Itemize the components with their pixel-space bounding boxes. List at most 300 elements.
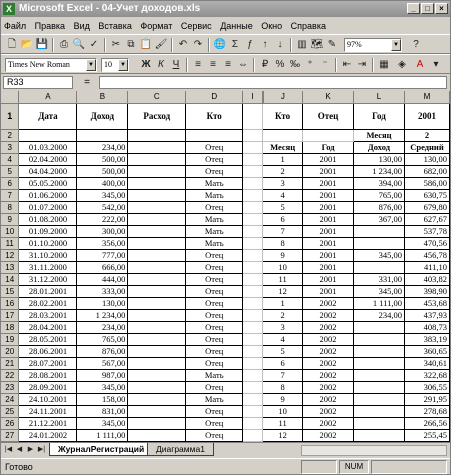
redo-icon[interactable]: ↷ xyxy=(193,39,203,50)
equals-icon[interactable]: = xyxy=(84,77,90,88)
cell[interactable]: 28.06.2001 xyxy=(19,345,77,357)
cell[interactable]: 130,00 xyxy=(77,297,128,309)
cell[interactable]: 2001 xyxy=(303,285,354,297)
cell[interactable]: 28.03.2001 xyxy=(19,309,77,321)
cell[interactable] xyxy=(243,189,263,201)
cell[interactable]: Отец xyxy=(186,345,243,357)
cell[interactable]: 627,67 xyxy=(404,213,449,225)
cell[interactable] xyxy=(243,261,263,273)
cell[interactable]: 345,00 xyxy=(354,249,405,261)
cell[interactable]: 31.10.2000 xyxy=(19,249,77,261)
cell[interactable]: 11 xyxy=(263,417,303,429)
cell[interactable]: 10 xyxy=(263,261,303,273)
row-header[interactable]: 14 xyxy=(1,273,19,285)
cell[interactable]: 1 234,00 xyxy=(354,165,405,177)
cell[interactable]: 1 111,00 xyxy=(77,429,128,441)
cell[interactable]: 333,00 xyxy=(77,285,128,297)
cell[interactable]: 345,00 xyxy=(354,285,405,297)
cell[interactable]: 2002 xyxy=(303,393,354,405)
cell[interactable]: 1 xyxy=(263,153,303,165)
cell[interactable]: 8 xyxy=(263,381,303,393)
cell[interactable]: 765,00 xyxy=(354,189,405,201)
cell[interactable]: 987,00 xyxy=(77,369,128,381)
cell[interactable]: 21.12.2001 xyxy=(19,417,77,429)
cell[interactable]: 9 xyxy=(263,393,303,405)
cell[interactable]: Отец xyxy=(186,309,243,321)
cell[interactable] xyxy=(128,129,186,141)
cell[interactable]: 5 xyxy=(263,201,303,213)
row-header[interactable]: 15 xyxy=(1,285,19,297)
cell[interactable]: 24.11.2001 xyxy=(19,405,77,417)
header-cell[interactable]: 2001 xyxy=(404,103,449,129)
paste-icon[interactable]: 📋 xyxy=(139,39,153,50)
cell[interactable] xyxy=(128,153,186,165)
cell[interactable] xyxy=(243,297,263,309)
cell[interactable]: Отец xyxy=(186,165,243,177)
cell[interactable]: 2002 xyxy=(303,297,354,309)
menu-help[interactable]: Справка xyxy=(290,21,326,31)
hyperlink-icon[interactable]: 🌐 xyxy=(213,39,227,50)
cell[interactable] xyxy=(128,213,186,225)
cell[interactable]: Отец xyxy=(186,249,243,261)
menu-data[interactable]: Данные xyxy=(220,21,253,31)
menu-tools[interactable]: Сервис xyxy=(180,21,212,31)
menu-view[interactable]: Вид xyxy=(73,21,90,31)
cell[interactable]: 356,00 xyxy=(77,237,128,249)
cell[interactable]: 278,68 xyxy=(404,405,449,417)
row-header[interactable]: 6 xyxy=(1,177,19,189)
row-header[interactable]: 16 xyxy=(1,297,19,309)
cell[interactable]: 398,90 xyxy=(404,285,449,297)
cell[interactable] xyxy=(354,357,405,369)
cell[interactable]: 8 xyxy=(263,237,303,249)
row-header[interactable]: 21 xyxy=(1,357,19,369)
cell[interactable] xyxy=(243,381,263,393)
cell[interactable]: 586,00 xyxy=(404,177,449,189)
cell[interactable]: 4 xyxy=(263,333,303,345)
worksheet[interactable] xyxy=(1,91,450,442)
help-icon[interactable]: ? xyxy=(413,39,419,50)
cell[interactable]: 01.09.2000 xyxy=(19,225,77,237)
row-header[interactable]: 24 xyxy=(1,393,19,405)
cell[interactable]: 777,00 xyxy=(77,249,128,261)
cell[interactable] xyxy=(128,273,186,285)
cell[interactable]: 831,00 xyxy=(77,405,128,417)
header-cell[interactable]: Дата xyxy=(19,103,77,129)
cell[interactable]: 2001 xyxy=(303,153,354,165)
cell[interactable]: 4 xyxy=(263,189,303,201)
cell[interactable]: 470,56 xyxy=(404,237,449,249)
increase-decimal-icon[interactable]: ⁺ xyxy=(307,59,313,70)
cell[interactable]: Отец xyxy=(186,333,243,345)
cell[interactable]: 28.09.2001 xyxy=(19,381,77,393)
cell[interactable]: 234,00 xyxy=(77,141,128,153)
row-header[interactable]: 4 xyxy=(1,153,19,165)
undo-icon[interactable]: ↶ xyxy=(178,39,188,50)
cell[interactable] xyxy=(128,381,186,393)
menu-edit[interactable]: Правка xyxy=(34,21,66,31)
cell[interactable]: Отец xyxy=(186,405,243,417)
row-header[interactable]: 11 xyxy=(1,237,19,249)
cell[interactable]: Отец xyxy=(186,297,243,309)
cell[interactable]: 456,78 xyxy=(404,249,449,261)
row-header[interactable]: 9 xyxy=(1,213,19,225)
cell[interactable]: Отец xyxy=(186,381,243,393)
align-center-icon[interactable]: ≡ xyxy=(210,59,216,70)
cell[interactable]: Мать xyxy=(186,237,243,249)
row-header[interactable]: 23 xyxy=(1,381,19,393)
row-header[interactable]: 20 xyxy=(1,345,19,357)
cell[interactable] xyxy=(243,103,263,129)
cell[interactable]: 444,00 xyxy=(77,273,128,285)
cell[interactable]: 6 xyxy=(263,357,303,369)
open-folder-icon[interactable]: 📂 xyxy=(20,39,34,50)
cell[interactable]: 31.11.2000 xyxy=(19,261,77,273)
cell[interactable]: 2001 xyxy=(303,213,354,225)
cell[interactable]: 394,00 xyxy=(354,177,405,189)
cell[interactable]: 3 xyxy=(263,321,303,333)
first-sheet-icon[interactable]: |◀ xyxy=(4,446,13,453)
cell[interactable]: 3 xyxy=(263,177,303,189)
cell[interactable]: Месяц xyxy=(263,141,303,153)
cell[interactable]: 28.07.2001 xyxy=(19,357,77,369)
cell[interactable] xyxy=(354,393,405,405)
underline-icon[interactable]: Ч xyxy=(172,59,180,70)
cell[interactable]: 360,65 xyxy=(404,345,449,357)
cell[interactable] xyxy=(128,177,186,189)
cell[interactable]: 6 xyxy=(263,213,303,225)
cell[interactable] xyxy=(243,309,263,321)
cell[interactable]: 28.05.2001 xyxy=(19,333,77,345)
cell[interactable]: Отец xyxy=(186,357,243,369)
cell[interactable]: 630,75 xyxy=(404,189,449,201)
tab-chart[interactable]: Диаграмма1 xyxy=(147,443,214,456)
chevron-down-icon[interactable]: ▼ xyxy=(86,59,96,71)
column-header[interactable]: A xyxy=(19,91,77,103)
italic-icon[interactable]: К xyxy=(158,59,164,70)
cell[interactable] xyxy=(354,261,405,273)
cell[interactable]: 2002 xyxy=(303,405,354,417)
borders-icon[interactable]: ▦ xyxy=(379,59,389,70)
format-painter-icon[interactable]: 🖌 xyxy=(154,39,168,50)
cell[interactable]: 2002 xyxy=(303,369,354,381)
cell[interactable]: 437,93 xyxy=(404,309,449,321)
sort-ascending-icon[interactable]: ↑ xyxy=(262,39,268,50)
cell[interactable] xyxy=(243,333,263,345)
header-cell[interactable]: Кто xyxy=(186,103,243,129)
row-header[interactable]: 8 xyxy=(1,201,19,213)
cell[interactable]: Год xyxy=(303,141,354,153)
chart-wizard-icon[interactable]: ▥ xyxy=(297,39,307,50)
cell[interactable] xyxy=(128,225,186,237)
column-header[interactable]: B xyxy=(77,91,128,103)
cell[interactable]: 679,80 xyxy=(404,201,449,213)
cell[interactable]: 02.04.2000 xyxy=(19,153,77,165)
cell[interactable]: 222,00 xyxy=(77,213,128,225)
cell[interactable] xyxy=(243,285,263,297)
row-header[interactable]: 26 xyxy=(1,417,19,429)
cell[interactable] xyxy=(128,417,186,429)
cell[interactable]: 876,00 xyxy=(77,345,128,357)
cell[interactable]: Отец xyxy=(186,273,243,285)
cell[interactable] xyxy=(354,237,405,249)
cell[interactable]: 9 xyxy=(263,249,303,261)
cell[interactable]: Мать xyxy=(186,369,243,381)
cell[interactable]: 158,00 xyxy=(77,393,128,405)
cell[interactable]: 2001 xyxy=(303,261,354,273)
cell[interactable]: 331,00 xyxy=(354,273,405,285)
cell[interactable] xyxy=(128,429,186,441)
cell[interactable]: 04.04.2000 xyxy=(19,165,77,177)
cell[interactable] xyxy=(354,369,405,381)
bold-icon[interactable]: Ж xyxy=(141,59,151,70)
cell[interactable]: 2001 xyxy=(303,237,354,249)
cell[interactable]: 500,00 xyxy=(77,165,128,177)
cell[interactable]: 345,00 xyxy=(77,189,128,201)
cell[interactable] xyxy=(128,249,186,261)
print-icon[interactable]: ⎙ xyxy=(60,39,68,50)
cell[interactable]: 367,00 xyxy=(354,213,405,225)
font-color-icon[interactable]: A xyxy=(416,59,424,70)
cell[interactable]: 01.10.2000 xyxy=(19,237,77,249)
cell[interactable]: 2002 xyxy=(303,381,354,393)
cell[interactable]: 2002 xyxy=(303,417,354,429)
chevron-down-icon[interactable]: ▼ xyxy=(391,39,401,51)
spelling-icon[interactable]: ✓ xyxy=(89,39,99,50)
align-left-icon[interactable]: ≡ xyxy=(195,59,201,70)
cell[interactable]: 12 xyxy=(263,285,303,297)
cell[interactable]: 876,00 xyxy=(354,201,405,213)
row-header[interactable]: 10 xyxy=(1,225,19,237)
cell[interactable]: 01.03.2000 xyxy=(19,141,77,153)
print-preview-icon[interactable]: 🔍 xyxy=(72,39,86,50)
cell[interactable] xyxy=(243,165,263,177)
cell[interactable]: Месяц xyxy=(354,129,405,141)
cell[interactable] xyxy=(243,273,263,285)
cell[interactable]: Мать xyxy=(186,177,243,189)
cell[interactable] xyxy=(128,369,186,381)
cell[interactable] xyxy=(128,393,186,405)
cell[interactable]: Отец xyxy=(186,201,243,213)
cell[interactable]: 2002 xyxy=(303,357,354,369)
header-cell[interactable]: Отец xyxy=(303,103,354,129)
close-button[interactable]: × xyxy=(435,3,448,14)
cell[interactable]: Средний xyxy=(404,141,449,153)
header-cell[interactable]: Кто xyxy=(263,103,303,129)
column-header[interactable]: M xyxy=(404,91,449,103)
cell[interactable]: 2002 xyxy=(303,309,354,321)
cell[interactable]: Отец xyxy=(186,429,243,441)
cell[interactable]: 666,00 xyxy=(77,261,128,273)
cell[interactable] xyxy=(128,357,186,369)
cell[interactable]: 130,00 xyxy=(354,153,405,165)
save-icon[interactable]: 💾 xyxy=(35,39,49,50)
increase-indent-icon[interactable]: ⇥ xyxy=(357,59,367,70)
cell[interactable]: 7 xyxy=(263,225,303,237)
cell[interactable]: 2 xyxy=(263,309,303,321)
row-header[interactable]: 3 xyxy=(1,141,19,153)
cell[interactable]: 291,95 xyxy=(404,393,449,405)
cell[interactable]: 24.10.2001 xyxy=(19,393,77,405)
column-header[interactable]: I xyxy=(243,91,263,103)
cell[interactable]: 2002 xyxy=(303,429,354,441)
cell[interactable]: Мать xyxy=(186,213,243,225)
cell[interactable]: 2001 xyxy=(303,177,354,189)
cell[interactable]: Отец xyxy=(186,417,243,429)
cell[interactable] xyxy=(243,429,263,441)
cell[interactable]: Мать xyxy=(186,225,243,237)
select-all-corner[interactable] xyxy=(1,91,19,103)
cell[interactable]: 5 xyxy=(263,345,303,357)
cell[interactable] xyxy=(243,417,263,429)
cell[interactable]: 2001 xyxy=(303,249,354,261)
sort-descending-icon[interactable]: ↓ xyxy=(277,39,283,50)
cell[interactable]: 2002 xyxy=(303,321,354,333)
font-combo[interactable] xyxy=(5,58,97,72)
cell[interactable]: 453,68 xyxy=(404,297,449,309)
cell[interactable] xyxy=(243,405,263,417)
cell[interactable] xyxy=(19,129,77,141)
column-header[interactable]: D xyxy=(186,91,243,103)
align-right-icon[interactable]: ≡ xyxy=(225,59,231,70)
header-cell[interactable]: Расход xyxy=(128,103,186,129)
cell[interactable]: 2001 xyxy=(303,165,354,177)
column-header[interactable]: J xyxy=(263,91,303,103)
cell[interactable]: 01.06.2000 xyxy=(19,189,77,201)
cell[interactable]: 400,00 xyxy=(77,177,128,189)
cell[interactable] xyxy=(243,369,263,381)
row-header[interactable]: 1 xyxy=(1,103,19,129)
cell[interactable]: 537,78 xyxy=(404,225,449,237)
menu-insert[interactable]: Вставка xyxy=(98,21,132,31)
chevron-down-icon[interactable]: ▾ xyxy=(433,59,439,70)
cell[interactable]: 266,56 xyxy=(404,417,449,429)
prev-sheet-icon[interactable]: ◀ xyxy=(16,446,23,453)
cell[interactable] xyxy=(243,249,263,261)
cell[interactable]: 2 xyxy=(263,165,303,177)
cell[interactable]: 31.12.2000 xyxy=(19,273,77,285)
chevron-down-icon[interactable]: ▼ xyxy=(118,59,128,71)
cell[interactable]: 567,00 xyxy=(77,357,128,369)
cell[interactable] xyxy=(243,393,263,405)
cell[interactable]: Отец xyxy=(186,153,243,165)
cell[interactable]: 2 xyxy=(404,129,449,141)
cell[interactable]: 411,10 xyxy=(404,261,449,273)
cell[interactable] xyxy=(77,129,128,141)
cell[interactable] xyxy=(128,189,186,201)
cell[interactable] xyxy=(354,417,405,429)
cell[interactable]: 1 111,00 xyxy=(354,297,405,309)
cell[interactable]: 322,68 xyxy=(404,369,449,381)
cell[interactable] xyxy=(128,345,186,357)
cell[interactable]: 300,00 xyxy=(77,225,128,237)
cell[interactable]: 234,00 xyxy=(354,309,405,321)
cell[interactable]: 306,55 xyxy=(404,381,449,393)
drawing-icon[interactable]: ✎ xyxy=(327,39,337,50)
cell[interactable]: 542,00 xyxy=(77,201,128,213)
cell[interactable] xyxy=(128,237,186,249)
next-sheet-icon[interactable]: ▶ xyxy=(27,446,34,453)
cell[interactable]: 403,82 xyxy=(404,273,449,285)
row-header[interactable]: 22 xyxy=(1,369,19,381)
map-icon[interactable]: 🗺 xyxy=(310,39,324,50)
cell[interactable] xyxy=(243,225,263,237)
cell[interactable]: 7 xyxy=(263,369,303,381)
fill-color-icon[interactable]: ◈ xyxy=(398,59,406,70)
cell[interactable] xyxy=(354,345,405,357)
row-header[interactable]: 2 xyxy=(1,129,19,141)
decrease-decimal-icon[interactable]: ⁻ xyxy=(322,59,328,70)
cut-icon[interactable]: ✂ xyxy=(111,39,121,50)
row-header[interactable]: 19 xyxy=(1,333,19,345)
autosum-icon[interactable]: Σ xyxy=(231,39,239,50)
cell[interactable] xyxy=(128,261,186,273)
zoom-combo[interactable] xyxy=(344,38,402,52)
decrease-indent-icon[interactable]: ⇤ xyxy=(342,59,352,70)
cell[interactable]: 28.04.2001 xyxy=(19,321,77,333)
minimize-button[interactable]: _ xyxy=(407,3,420,14)
menu-file[interactable]: Файл xyxy=(4,21,27,31)
new-file-icon[interactable]: 🗋 xyxy=(7,39,17,50)
row-header[interactable]: 7 xyxy=(1,189,19,201)
maximize-button[interactable]: □ xyxy=(421,3,434,14)
row-header[interactable]: 18 xyxy=(1,321,19,333)
cell[interactable]: 500,00 xyxy=(77,153,128,165)
horizontal-scrollbar[interactable] xyxy=(301,445,447,456)
cell[interactable]: 383,19 xyxy=(404,333,449,345)
cell[interactable]: 130,00 xyxy=(404,153,449,165)
cell[interactable] xyxy=(128,309,186,321)
row-header[interactable]: 27 xyxy=(1,429,19,441)
cell[interactable] xyxy=(128,285,186,297)
copy-icon[interactable]: ⧉ xyxy=(127,39,135,50)
header-cell[interactable]: Год xyxy=(354,103,405,129)
function-icon[interactable]: ƒ xyxy=(247,39,253,50)
row-header[interactable]: 25 xyxy=(1,405,19,417)
cell[interactable]: 408,73 xyxy=(404,321,449,333)
cell[interactable]: Доход xyxy=(354,141,405,153)
cell[interactable] xyxy=(354,429,405,441)
cell[interactable] xyxy=(243,129,263,141)
row-header[interactable]: 17 xyxy=(1,309,19,321)
tab-journal[interactable]: ЖурналРегистраций xyxy=(49,443,153,456)
column-header[interactable]: C xyxy=(128,91,186,103)
row-header[interactable]: 13 xyxy=(1,261,19,273)
header-cell[interactable]: Доход xyxy=(77,103,128,129)
cell[interactable] xyxy=(128,405,186,417)
cell[interactable]: 2001 xyxy=(303,189,354,201)
cell[interactable]: Отец xyxy=(186,321,243,333)
row-header[interactable]: 5 xyxy=(1,165,19,177)
cell[interactable]: 234,00 xyxy=(77,321,128,333)
cell[interactable] xyxy=(354,321,405,333)
cell[interactable] xyxy=(128,321,186,333)
cell[interactable]: 2001 xyxy=(303,225,354,237)
menu-format[interactable]: Формат xyxy=(140,21,173,31)
cell[interactable]: 2002 xyxy=(303,333,354,345)
percent-icon[interactable]: % xyxy=(275,59,285,70)
cell[interactable] xyxy=(243,177,263,189)
cell[interactable] xyxy=(128,141,186,153)
cell[interactable] xyxy=(128,297,186,309)
formula-input[interactable] xyxy=(99,76,447,89)
name-box[interactable]: R33 xyxy=(3,76,73,89)
cell[interactable]: 05.05.2000 xyxy=(19,177,77,189)
cell[interactable]: 01.08.2000 xyxy=(19,213,77,225)
column-header[interactable]: K xyxy=(303,91,354,103)
cell[interactable]: 12 xyxy=(263,429,303,441)
cell[interactable] xyxy=(243,153,263,165)
